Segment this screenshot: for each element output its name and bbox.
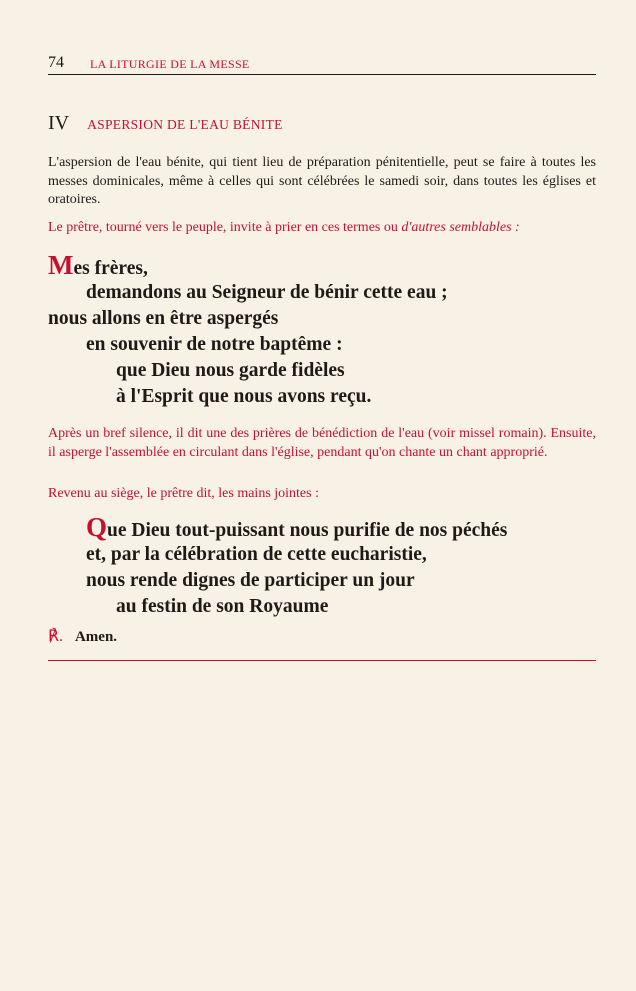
section-heading	[48, 112, 283, 135]
header-rule	[48, 74, 596, 75]
prayer-line: demandons au Seigneur de bénir cette eau ;	[86, 282, 448, 303]
invitation-rubric	[48, 219, 596, 238]
section-end-rule	[48, 660, 596, 661]
prayer-line: Que Dieu tout-puissant nous purifie de nos péchés	[86, 512, 508, 542]
prayer-line: à l'Esprit que nous avons reçu.	[116, 386, 372, 407]
prayer-line: nous allons en être aspergés	[48, 308, 279, 329]
prayer-line: et, par la célébration de cette eucharistie,	[86, 544, 427, 565]
invitation-text: Le prêtre, tourné vers le peuple, invite à prier en ces termes ou	[48, 220, 402, 235]
intro-paragraph: L'aspersion de l'eau bénite, qui tient lieu de préparation pénitentielle, peut se faire à toutes les messes dominicales, même à celles qui sont célébrées le samedi soir, dans toutes les églises et oratoires.	[48, 155, 596, 207]
section-number: IV	[48, 112, 70, 134]
drop-cap: M	[48, 250, 74, 280]
response-text: Amen.	[74, 629, 118, 645]
prayer-line: Mes frères,	[48, 250, 148, 280]
page-header	[48, 54, 596, 76]
response	[48, 626, 117, 646]
invitation-italic: d'autres semblables :	[401, 220, 520, 235]
prayer-line: au festin de son Royaume	[116, 596, 329, 617]
drop-cap: Q	[86, 512, 108, 542]
prayer-line: en souvenir de notre baptême :	[86, 334, 343, 355]
prayer-line: que Dieu nous garde fidèles	[116, 360, 345, 381]
return-rubric: Revenu au siège, le prêtre dit, les mains jointes :	[48, 486, 319, 501]
section-title: ASPERSION DE L'EAU BÉNITE	[87, 117, 283, 132]
page-number: 74	[48, 54, 64, 71]
blessing-rubric: Après un bref silence, il dit une des prières de bénédiction de l'eau (voir missel romain). Ensuite, il asperge l'assemblée en circulant dans l'église, pendant qu'on chante un chant approprié.	[48, 426, 596, 460]
running-title: LA LITURGIE DE LA MESSE	[90, 57, 250, 71]
prayer-line: nous rende dignes de participer un jour	[86, 570, 415, 591]
response-symbol: ℟.	[48, 628, 63, 645]
